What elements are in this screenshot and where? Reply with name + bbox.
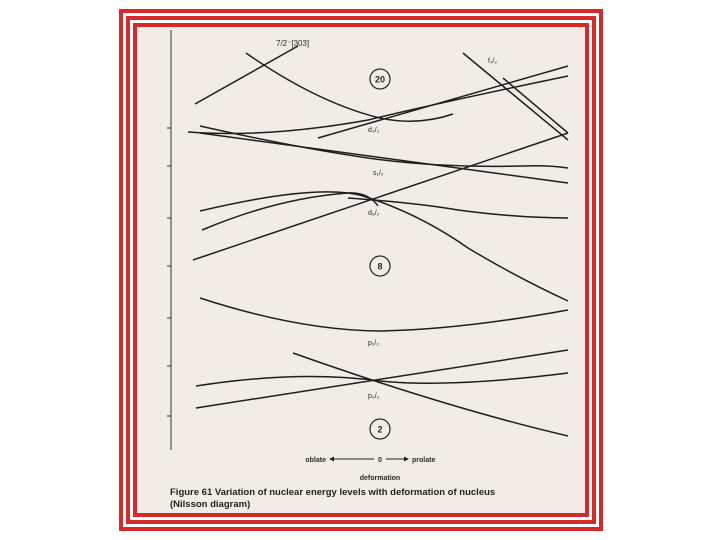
label-oblate: oblate — [305, 457, 326, 464]
label-d52: d₅/₂ — [368, 210, 380, 217]
slide-frame — [118, 8, 604, 532]
label-p12: p₁/₂ — [368, 340, 379, 347]
paper-background — [137, 27, 585, 513]
label-d32: d₃/₂ — [368, 127, 380, 134]
label-7-2-303: 7/2⁻[303] — [276, 39, 310, 48]
caption-line-1: Figure 61 Variation of nuclear energy levels with deformation of nucleus — [170, 487, 496, 498]
label-p32: p₃/₂ — [368, 393, 380, 400]
caption-line-2: (Nilsson diagram) — [170, 499, 251, 510]
nilsson-diagram — [118, 8, 604, 532]
axis-title: deformation — [359, 475, 401, 482]
shell-number-20: 20 — [374, 74, 386, 85]
shell-number-2: 2 — [377, 424, 383, 435]
label-prolate: prolate — [412, 457, 436, 464]
label-zero: 0 — [378, 457, 382, 464]
label-s12: s₁/₂ — [373, 170, 384, 177]
label-f72: f₇/₂ — [488, 58, 498, 65]
shell-number-8: 8 — [377, 261, 383, 272]
